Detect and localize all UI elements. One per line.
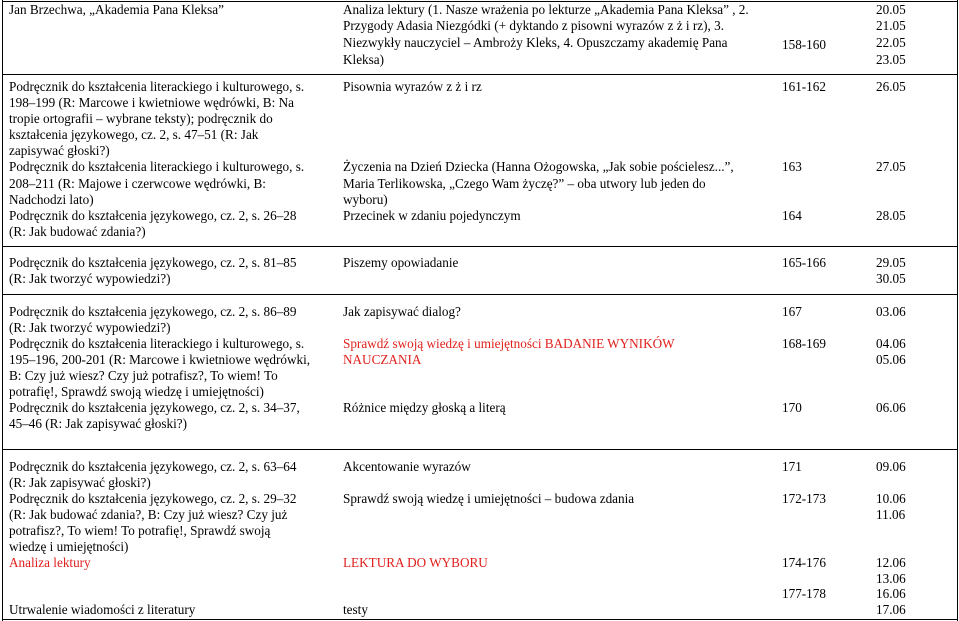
page-range: 167 [782,304,802,319]
source-line: Podręcznik do kształcenia językowego, cz. 2, s. 86–89 [9,304,297,319]
topic-line: Pisownia wyrazów z ż i rz [343,79,482,94]
page-range: 172-173 [782,491,826,506]
topic-line: LEKTURA DO WYBORU [343,555,488,570]
page-range: 161-162 [782,79,826,94]
row-divider [2,74,958,75]
source-line: 195–196, 200-201 (R: Marcowe i kwietniowe wędrówki, [9,352,311,367]
row-divider [2,294,958,295]
source-line: Podręcznik do kształcenia językowego, cz. 2, s. 29–32 [9,491,297,506]
topic-line: Życzenia na Dzień Dziecka (Hanna Ożogowska, „Jak sobie pościelesz...”, [343,159,734,174]
source-line: Podręcznik do kształcenia językowego, cz. 2, s. 26–28 [9,208,297,223]
table-border-right [957,0,958,621]
page-range: 171 [782,459,802,474]
source-line: Jan Brzechwa, „Akademia Pana Kleksa” [9,2,224,17]
table-border-bottom [2,619,958,620]
topic-line: wyboru) [343,192,388,207]
topic-line: Piszemy opowiadanie [343,255,459,270]
page-range: 158-160 [782,37,826,52]
source-line: Analiza lektury [9,555,91,570]
source-line: (R: Jak budować zdania?, B: Czy już wiesz? Czy już [9,507,288,522]
date: 17.06 [876,602,906,617]
date: 09.06 [876,459,906,474]
topic-line: Sprawdź swoją wiedzę i umiejętności – budowa zdania [343,491,635,506]
topic-line: Niezwykły nauczyciel – Ambroży Kleks, 4. Opuszczamy akademię Pana [343,35,728,50]
topic-line: Sprawdź swoją wiedzę i umiejętności BADANIE WYNIKÓW [343,336,675,351]
row-divider [2,246,958,247]
table-border-left [2,0,3,621]
topic-line: Kleksa) [343,52,385,67]
page-range: 168-169 [782,336,826,351]
topic-line: testy [343,602,368,617]
source-line: Podręcznik do kształcenia językowego, cz. 2, s. 34–37, [9,400,300,415]
date: 28.05 [876,208,906,223]
source-line: Podręcznik do kształcenia językowego, cz. 2, s. 63–64 [9,459,297,474]
source-line: 45–46 (R: Jak zapisywać głoski?) [9,416,187,431]
page-range: 177-178 [782,586,826,601]
source-line: 208–211 (R: Majowe i czerwcowe wędrówki, B: [9,176,266,191]
page-range: 163 [782,159,802,174]
date: 05.06 [876,352,906,367]
date: 11.06 [876,507,906,522]
source-line: (R: Jak tworzyć wypowiedzi?) [9,320,171,335]
date: 23.05 [876,52,906,67]
topic-line: NAUCZANIA [343,352,422,367]
topic-line: Różnice między głoską a literą [343,400,506,415]
date: 16.06 [876,586,906,601]
source-line: zapisywać głoski?) [9,143,110,158]
date: 30.05 [876,271,906,286]
date: 27.05 [876,159,906,174]
topic-line: Przecinek w zdaniu pojedynczym [343,208,521,223]
date: 04.06 [876,336,906,351]
page-range: 165-166 [782,255,826,270]
date: 10.06 [876,491,906,506]
page-range: 174-176 [782,555,826,570]
date: 03.06 [876,304,906,319]
source-line: Podręcznik do kształcenia literackiego i kulturowego, s. [9,79,305,94]
date: 21.05 [876,18,906,33]
date: 06.06 [876,400,906,415]
source-line: 198–199 (R: Marcowe i kwietniowe wędrówki, B: Na [9,95,294,110]
source-line: wiedzę i umiejętności) [9,539,129,554]
topic-line: Analiza lektury (1. Nasze wrażenia po lekturze „Akademia Pana Kleksa” , 2. [343,2,749,17]
source-line: Podręcznik do kształcenia językowego, cz. 2, s. 81–85 [9,255,297,270]
source-line: B: Czy już wiesz? Czy już potrafisz?, To wiem! To [9,368,278,383]
date: 13.06 [876,571,906,586]
date: 29.05 [876,255,906,270]
source-line: potrafisz?, To wiem! To potrafię!, Sprawdź swoją [9,523,271,538]
topic-line: Jak zapisywać dialog? [343,304,461,319]
row-divider [2,449,958,450]
topic-line: Przygody Adasia Niezgódki (+ dyktando z pisowni wyrazów z ż i rz), 3. [343,18,724,33]
source-line: Podręcznik do kształcenia literackiego i kulturowego, s. [9,159,305,174]
source-line: Podręcznik do kształcenia literackiego i kulturowego, s. [9,336,305,351]
topic-line: Maria Terlikowska, „Czego Wam życzę?” – oba utwory lub jeden do [343,176,706,191]
source-line: tropie ortografii – wybrane teksty); podręcznik do [9,111,273,126]
source-line: potrafię!, Sprawdź swoją wiedzę i umiejętności) [9,384,264,399]
page-range: 170 [782,400,802,415]
date: 26.05 [876,79,906,94]
date: 20.05 [876,2,906,17]
source-line: (R: Jak zapisywać głoski?) [9,475,151,490]
source-line: (R: Jak tworzyć wypowiedzi?) [9,271,171,286]
source-line: Utrwalenie wiadomości z literatury [9,602,196,617]
source-line: Nadchodzi lato) [9,192,94,207]
page-range: 164 [782,208,802,223]
source-line: (R: Jak budować zdania?) [9,224,146,239]
date: 22.05 [876,35,906,50]
date: 12.06 [876,555,906,570]
source-line: kształcenia językowego, cz. 2, s. 47–51 (R: Jak [9,127,259,142]
topic-line: Akcentowanie wyrazów [343,459,471,474]
